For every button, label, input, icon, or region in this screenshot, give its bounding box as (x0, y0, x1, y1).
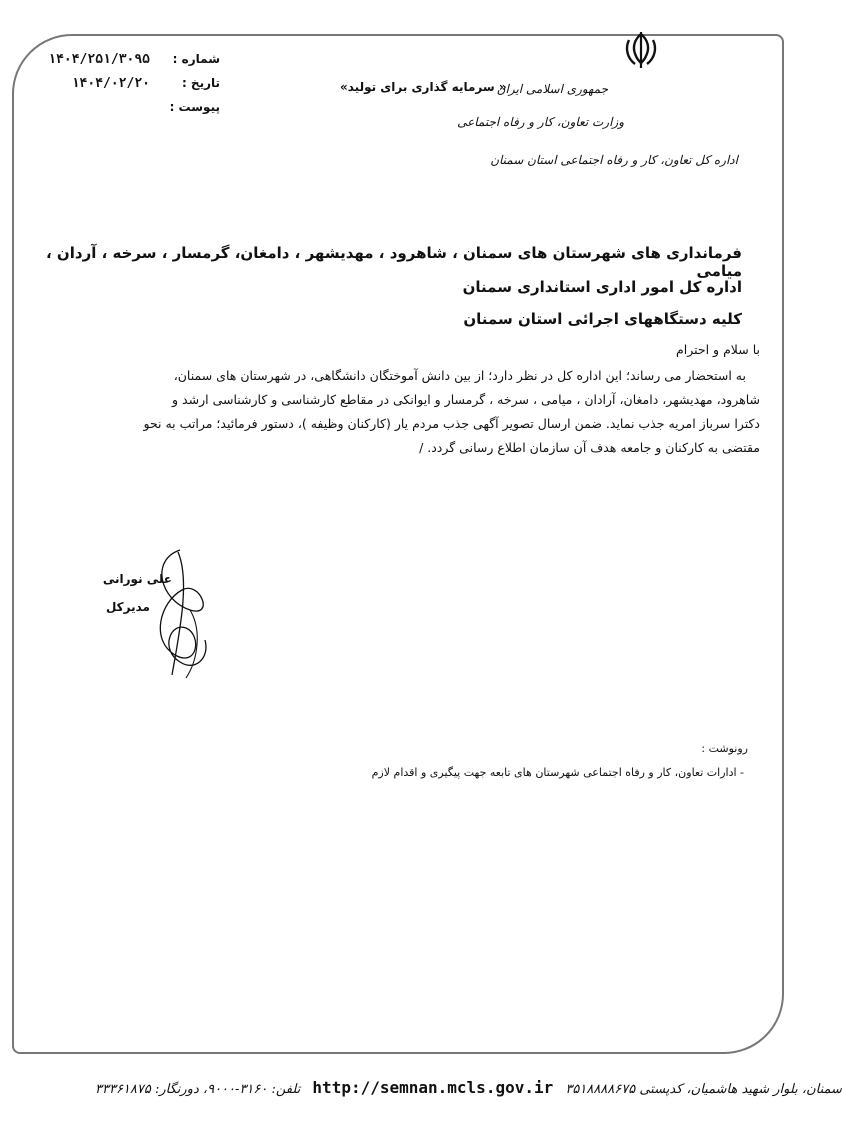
header-office: اداره کل تعاون، کار و رفاه اجتماعی استان سمنان (490, 153, 738, 167)
letter-meta (48, 52, 220, 122)
body-line: دکترا سرباز امریه جذب نماید. ضمن ارسال تصویر آگهی جذب مردم یار (کارکنان وظیفه )، دستور فرمائید؛ مراتب به نحو (143, 416, 760, 431)
recipient-2: اداره کل امور اداری استانداری سمنان (462, 278, 742, 296)
body-line: به استحضار می رساند؛ این اداره کل در نظر دارد؛ از بین دانش آموختگان دانشگاهی، در شهرستان های سمنان، (173, 368, 746, 383)
attachment-label: پیوست : (169, 100, 220, 114)
body-line: مقتضی به کارکنان و جامعه هدف آن سازمان اطلاع رسانی گردد. / (419, 440, 760, 455)
signatory-title: مدیرکل (105, 600, 150, 614)
footer-phone: تلفن: ۳۱۶۰-۹۰۰۰، دورنگار: ۳۳۳۶۱۸۷۵ (95, 1082, 301, 1097)
slogan: « سرمایه گذاری برای تولید» (340, 80, 507, 94)
footer-address: سمنان، بلوار شهید هاشمیان، کدپستی ۳۵۱۸۸۸۸۶۷۵ (565, 1082, 842, 1097)
body-paragraph (50, 364, 760, 460)
body-line: شاهرود، مهدیشهر، دامغان، آرادان ، میامی ، سرخه ، گرمسار و ایوانکی در مقاطع کارشناسی و کارشناسی ارشد و (172, 392, 760, 407)
cc-label: رونوشت : (701, 742, 748, 755)
greeting: با سلام و احترام (676, 342, 760, 357)
date-value: ۱۴۰۴/۰۲/۲۰ (71, 76, 150, 91)
footer-url[interactable]: http://semnan.mcls.gov.ir (312, 1078, 554, 1097)
recipient-1: فرمانداری های شهرستان های سمنان ، شاهرود ، مهدیشهر ، دامغان، گرمسار ، سرخه ، آردان ، میامی (46, 244, 742, 280)
footer (95, 1078, 842, 1097)
iran-emblem-icon (624, 30, 658, 70)
recipient-3: کلیه دستگاههای اجرائی استان سمنان (463, 310, 742, 328)
signatory-name: علی نورانی (102, 572, 172, 586)
header-country: جمهوری اسلامی ایران (496, 82, 608, 96)
header-ministry: وزارت تعاون، کار و رفاه اجتماعی (457, 115, 624, 129)
date-label: تاریخ : (181, 76, 220, 90)
cc-item: - ادارات تعاون، کار و رفاه اجتماعی شهرستان های تابعه جهت پیگیری و اقدام لازم (371, 766, 744, 779)
number-value: ۱۴۰۴/۲۵۱/۳۰۹۵ (48, 52, 150, 67)
number-label: شماره : (172, 52, 220, 66)
